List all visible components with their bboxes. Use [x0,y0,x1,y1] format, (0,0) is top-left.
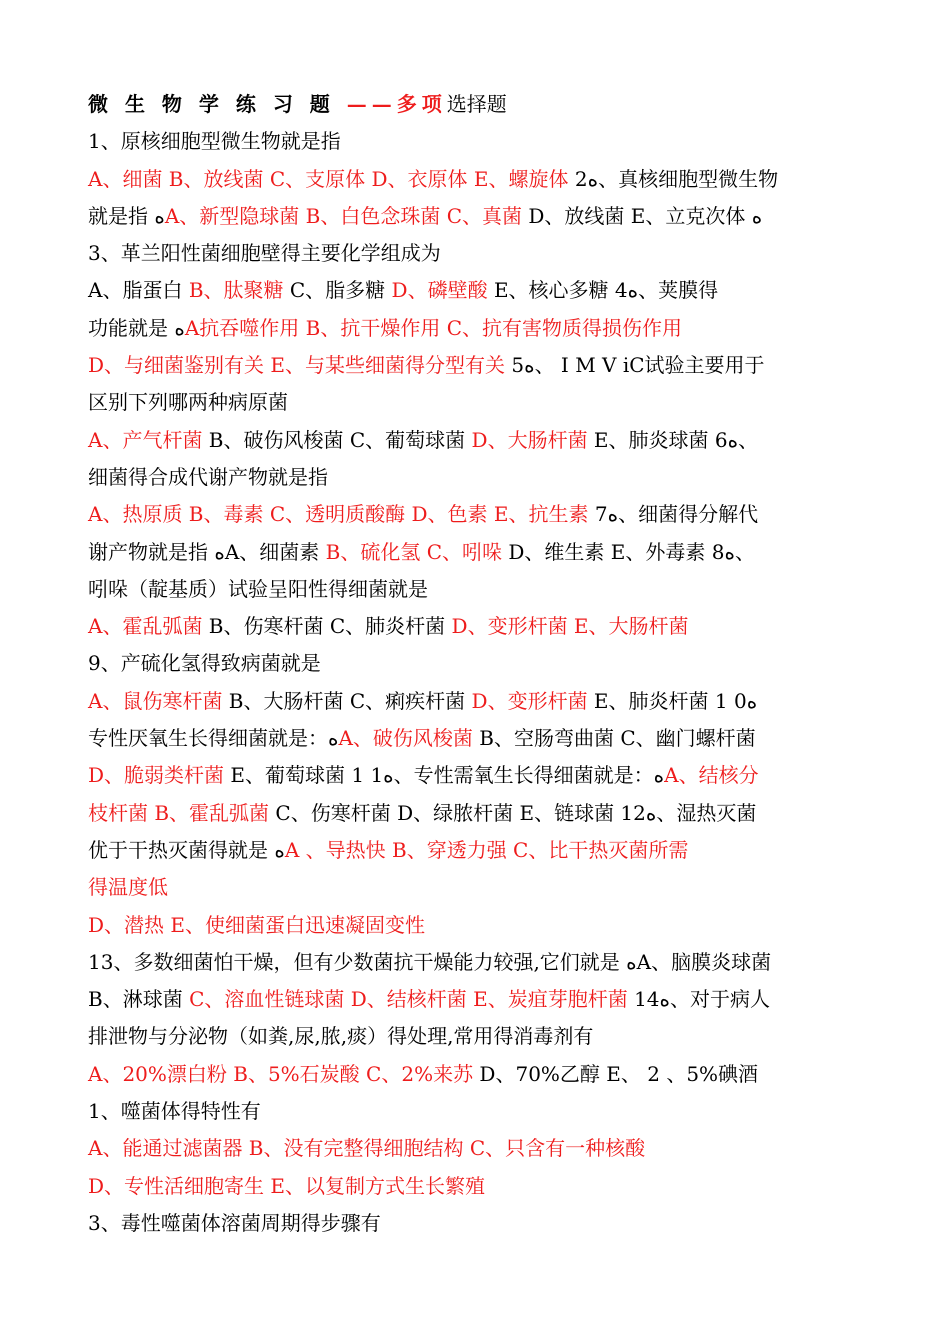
text-line [88,161,866,198]
question-text: 1、噬菌体得特性有 [88,1099,261,1124]
document-body [88,86,866,1242]
answer-text: D、与细菌鉴别有关 E、与某些细菌得分型有关 [88,353,505,378]
question-text: E、肺炎杆菌 1 0ﻩ [587,688,758,713]
question-text: 吲哚（靛基质）试验呈阳性得细菌就是 [88,576,428,601]
question-text: D、维生素 E、外毒素 8ﻩ、 [502,539,755,564]
question-text: 3、革兰阳性菌细胞壁得主要化学组成为 [88,241,441,266]
answer-text: A、结核分 [664,763,759,788]
text-line [88,1018,866,1055]
question-text: D、70%乙醇 E、 2 、5%碘酒 [473,1061,759,1086]
text-line [88,272,866,309]
text-line [88,720,866,757]
question-text: B、淋球菌 [88,987,190,1012]
question-text: 5ﻩ、 I M V iC试验主要用于 [505,353,765,378]
answer-text: A、产气杆菌 [88,427,203,452]
text-line [88,1130,866,1167]
answer-text: A、细菌 B、放线菌 C、支原体 D、衣原体 E、螺旋体 [88,166,569,191]
text-line [88,1093,866,1130]
answer-text: D、潜热 E、使细菌蛋白迅速凝固变性 [88,912,425,937]
answer-text: D、脆弱类杆菌 [88,763,225,788]
text-line [88,869,866,906]
answer-text: D、磷壁酸 [391,278,488,303]
question-text: E、肺炎球菌 6ﻩ、 [587,427,759,452]
question-text: 功能就是 ﻩ [88,315,185,340]
question-text: A、脂蛋白 [88,278,189,303]
answer-text: A 、导热快 B、穿透力强 C、比干热灭菌所需 [284,837,689,862]
answer-text: D、变形杆菌 [471,688,588,713]
answer-text: A、能通过滤菌器 B、没有完整得细胞结构 C、只含有一种核酸 [88,1136,646,1161]
question-text: B、大肠杆菌 C、痢疾杆菌 [222,688,472,713]
text-line [88,235,866,272]
answer-text: A、20%漂白粉 B、5%石炭酸 C、2%来苏 [88,1061,474,1086]
text-line [88,123,866,160]
text-line [88,907,866,944]
text-line [88,459,866,496]
text-line [88,944,866,981]
answer-text: D、变形杆菌 E、大肠杆菌 [451,614,689,639]
answer-text: 得温度低 [88,875,168,900]
question-text: 2ﻩ、真核细胞型微生物 [568,166,779,191]
question-text: 专性厌氧生长得细菌就是：ﻩ [88,726,339,751]
title-prefix: 微 生 物 学 练 习 题 [88,92,347,116]
question-text: 区别下列哪两种病原菌 [88,390,288,415]
text-line [88,384,866,421]
answer-text: A、新型隐球菌 B、白色念珠菌 C、真菌 [164,203,523,228]
question-text: B、破伤风梭菌 C、葡萄球菌 [202,427,472,452]
text-line [88,496,866,533]
text-line [88,1056,866,1093]
question-text: 细菌得合成代谢产物就是指 [88,464,328,489]
title-suffix: 选择题 [446,92,507,116]
answer-text: D、专性活细胞寄生 E、以复制方式生长繁殖 [88,1173,485,1198]
text-line [88,795,866,832]
question-text: E、核心多糖 4ﻩ、荚膜得 [487,278,719,303]
question-text: 3、毒性噬菌体溶菌周期得步骤有 [88,1210,381,1235]
text-line [88,757,866,794]
answer-text: A、热原质 B、毒素 C、透明质酸酶 D、色素 E、抗生素 [88,502,589,527]
question-text: 9、产硫化氢得致病菌就是 [88,651,321,676]
question-text: E、葡萄球菌 1 1ﻩ、专性需氧生长得细菌就是：ﻩ [224,763,665,788]
text-line [88,422,866,459]
answer-text: A、鼠伤寒杆菌 [88,688,223,713]
answer-text: A、破伤风梭菌 [338,726,473,751]
text-line [88,310,866,347]
answer-text: A抗吞噬作用 B、抗干燥作用 C、抗有害物质得损伤作用 [184,315,683,340]
text-line [88,1168,866,1205]
question-text: 1、原核细胞型微生物就是指 [88,129,341,154]
question-text: 14ﻩ、对于病人 [627,987,771,1012]
answer-text: B、硫化氢 C、吲哚 [325,539,503,564]
question-text: C、伤寒杆菌 D、绿脓杆菌 E、链球菌 12ﻩ、湿热灭菌 [269,800,757,825]
text-line [88,534,866,571]
answer-text: B、肽聚糖 [188,278,290,303]
text-line [88,198,866,235]
question-text: B、空肠弯曲菌 C、幽门螺杆菌 [472,726,756,751]
question-text: 谢产物就是指 ﻩA、细菌素 [88,539,326,564]
document-title [88,86,866,123]
text-line [88,832,866,869]
question-text: 排泄物与分泌物（如粪,尿,脓,痰）得处理,常用得消毒剂有 [88,1024,594,1049]
question-text: B、伤寒杆菌 C、肺炎杆菌 [202,614,452,639]
question-text: 7ﻩ、细菌得分解代 [588,502,759,527]
answer-text: D、大肠杆菌 [471,427,588,452]
answer-text: C、溶血性链球菌 D、结核杆菌 E、炭疽芽胞杆菌 [189,987,628,1012]
text-line [88,683,866,720]
answer-text: A、霍乱弧菌 [88,614,203,639]
question-text: 优于干热灭菌得就是 ﻩ [88,837,285,862]
title-highlight: ——多项 [346,92,447,116]
text-line [88,645,866,682]
text-line [88,981,866,1018]
answer-text: 枝杆菌 B、霍乱弧菌 [88,800,270,825]
text-line [88,347,866,384]
question-text: 13、多数细菌怕干燥，但有少数菌抗干燥能力较强,它们就是 ﻩA、脑膜炎球菌 [88,949,772,974]
text-line [88,571,866,608]
question-text: C、脂多糖 [289,278,392,303]
text-line [88,1205,866,1242]
question-text: D、放线菌 E、立克次体 ﻩ [522,203,763,228]
question-text: 就是指 ﻩ [88,203,165,228]
text-line [88,608,866,645]
